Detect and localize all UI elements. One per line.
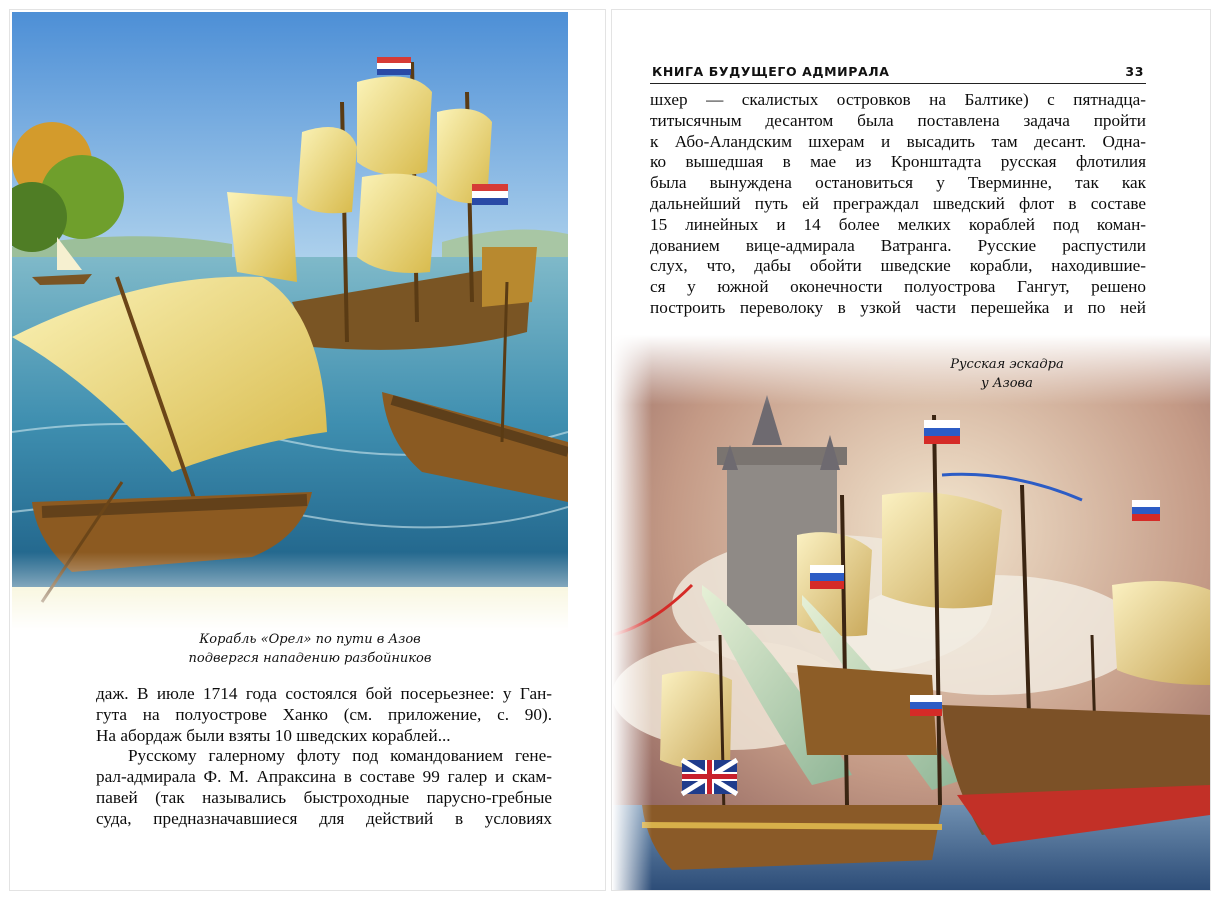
left-page-text: [96, 684, 552, 830]
caption-line: Русская эскадра: [950, 357, 1064, 372]
text-line: даж. В июле 1714 года состоялся бой посерьезнее: у Ган-: [96, 684, 552, 703]
left-page: [10, 10, 605, 890]
running-head: [650, 63, 1146, 84]
text-line: построить переволоку в узкой части перешейка и по ней: [650, 297, 1146, 317]
caption-line: Корабль «Орел» по пути в Азов: [199, 632, 421, 647]
page-number: 33: [1125, 64, 1144, 79]
text-line: 15 линейных и 14 более мелких кораблей под коман-: [650, 214, 1146, 234]
left-illustration-caption: [180, 630, 440, 668]
text-line: была вынуждена остановиться у Тверминне, так как: [650, 173, 1146, 193]
ship-illustration: [12, 12, 568, 630]
book-title: КНИГА БУДУЩЕГО АДМИРАЛА: [652, 64, 890, 79]
squadron-illustration: [612, 335, 1210, 890]
text-line: слух, что, дабы обойти шведские корабли, находившие-: [650, 256, 1146, 276]
text-line: дованием вице-адмирала Ватранга. Русские распустили: [650, 235, 1146, 255]
text-line: шхер — скалистых островков на Балтике) с пятнадца-: [650, 90, 1146, 109]
text-line: титысячным десантом была поставлена задача пройти: [650, 110, 1146, 130]
text-line: к Або-Аландским шхерам и высадить там десант. Одна-: [650, 131, 1146, 151]
text-line: дальнейший путь ей преграждал шведский флот в составе: [650, 193, 1146, 213]
caption-line: у Азова: [981, 376, 1033, 391]
text-line: гута на полуострове Ханко (см. приложение, с. 90).: [96, 704, 552, 724]
text-line: Русскому галерному флоту под командованием гене-: [128, 746, 552, 766]
text-line: На абордаж были взяты 10 шведских кораблей...: [96, 725, 451, 745]
right-illustration-caption: [917, 355, 1097, 393]
caption-line: подвергся нападению разбойников: [188, 651, 432, 666]
text-line: суда, предназначавшиеся для действий в условиях: [96, 808, 552, 828]
text-line: ся у южной оконечности полуострова Гангут, решено: [650, 277, 1146, 297]
right-page-text: [650, 90, 1146, 319]
text-line: павей (так назывались быстроходные парусно-гребные: [96, 787, 552, 807]
right-page: [612, 10, 1210, 890]
text-line: ко вышедшая в мае из Кронштадта русская флотилия: [650, 152, 1146, 172]
text-line: рал-адмирала Ф. М. Апраксина в составе 99 галер и скам-: [96, 767, 552, 787]
